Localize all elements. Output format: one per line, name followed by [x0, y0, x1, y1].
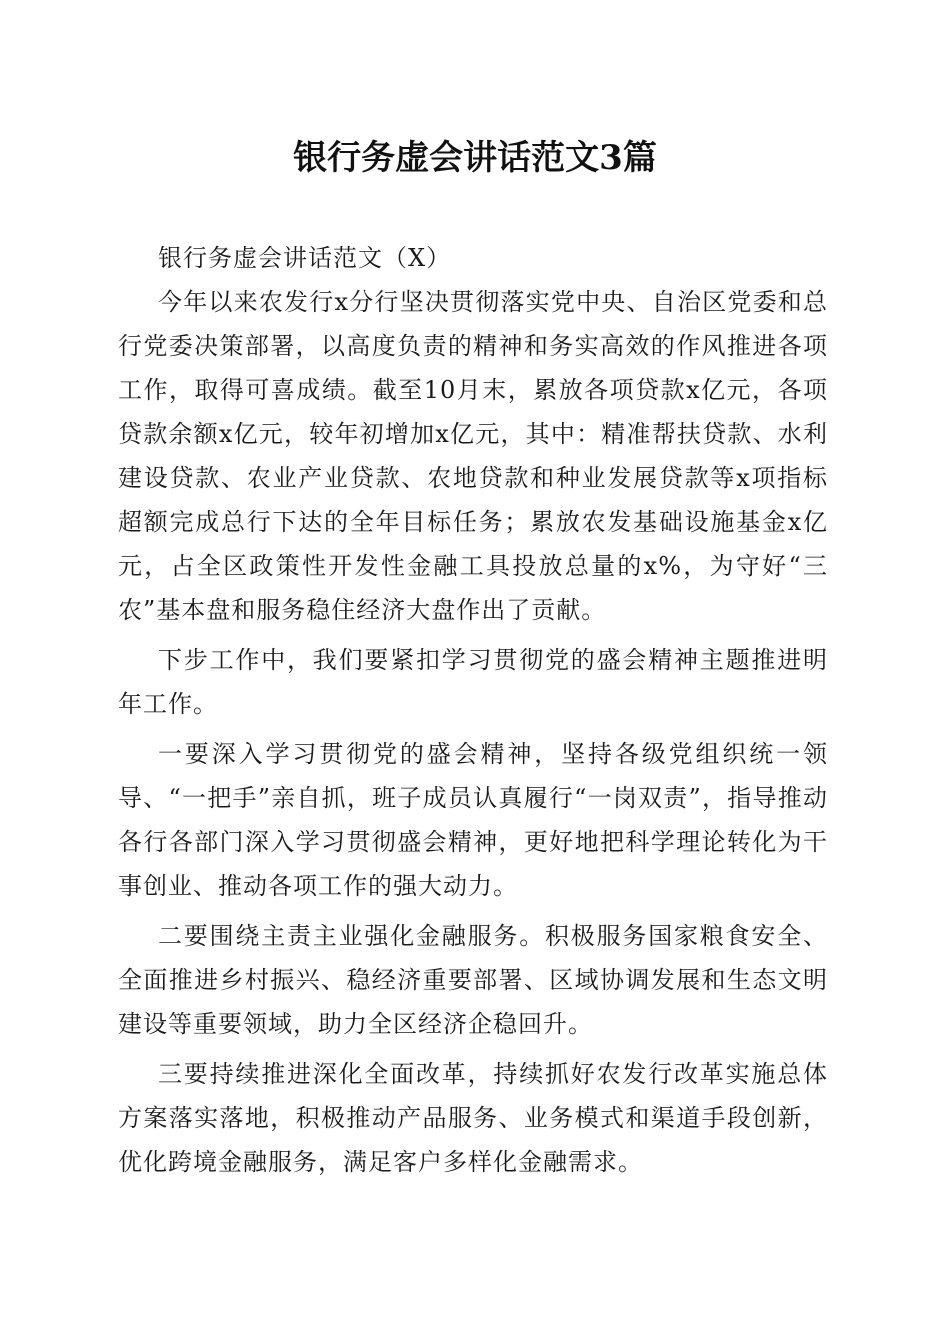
paragraph-summary: 今年以来农发行x分行坚决贯彻落实党中央、自治区党委和总行党委决策部署，以高度负责的精神和务实高效的作风推进各项工作，取得可喜成绩。截至10月末，累放各项贷款x亿元，各项贷款余额x亿元，较年初增加x亿元，其中：精准帮扶贷款、水利建设贷款、农业产业贷款、农地贷款和种业发展贷款等x项指标超额完成总行下达的全年目标任务；累放农发基础设施基金x亿元，占全区政策性开发性金融工具投放总量的x%，为守好“三农”基本盘和服务稳住经济大盘作出了贡献。	[118, 288, 828, 624]
paragraph-next-steps: 下步工作中，我们要紧扣学习贯彻党的盛会精神主题推进明年工作。	[118, 646, 828, 718]
paragraph-point-two: 二要围绕主责主业强化金融服务。积极服务国家粮食安全、全面推进乡村振兴、稳经济重要部署、区域协调发展和生态文明建设等重要领域，助力全区经济企稳回升。	[118, 922, 828, 1038]
section-subtitle: 银行务虚会讲话范文（X）	[158, 244, 452, 272]
paragraph-point-one: 一要深入学习贯彻党的盛会精神，坚持各级党组织统一领导、“一把手”亲自抓，班子成员认真履行“一岗双责”，指导推动各行各部门深入学习贯彻盛会精神，更好地把科学理论转化为干事创业、推动各项工作的强大动力。	[118, 740, 828, 900]
document-body	[118, 236, 828, 1190]
paragraph-point-three: 三要持续推进深化全面改革，持续抓好农发行改革实施总体方案落实落地，积极推动产品服务、业务模式和渠道手段创新，优化跨境金融服务，满足客户多样化金融需求。	[118, 1060, 828, 1176]
document-title: 银行务虚会讲话范文3篇	[293, 138, 657, 178]
